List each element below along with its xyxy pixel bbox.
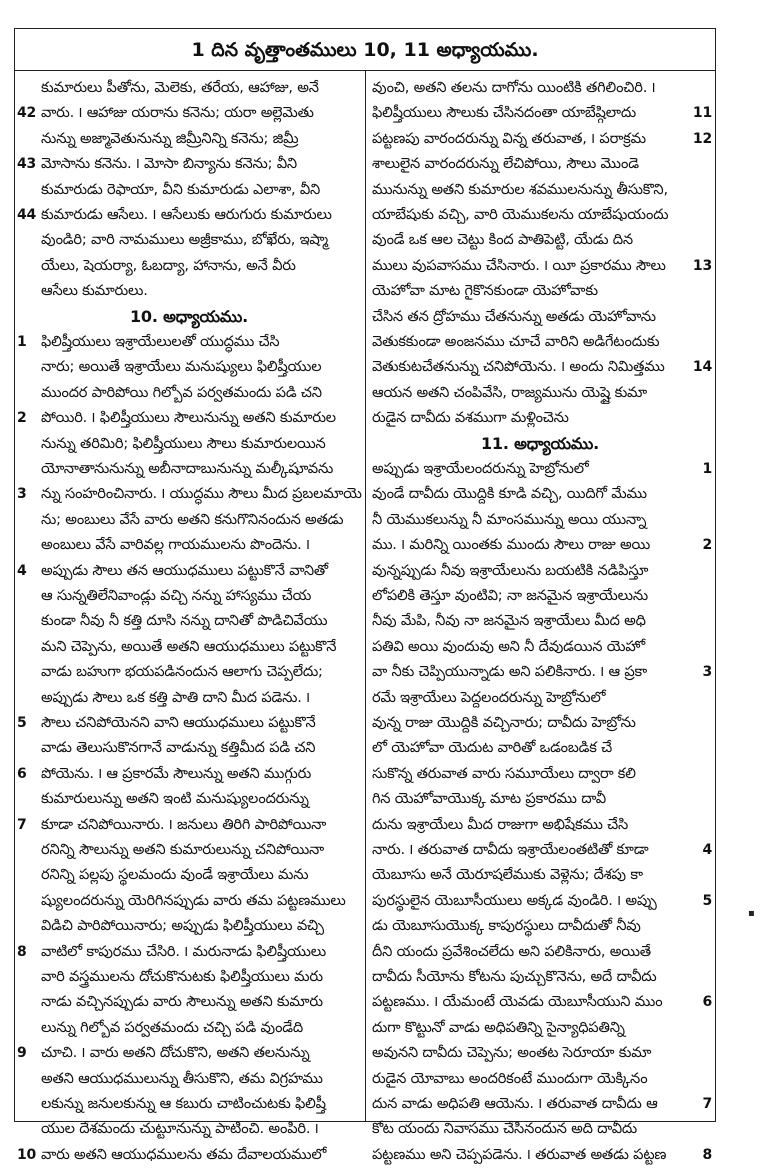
verse-text: అవునని దావీదు చెప్పెను; అంతట సెరూయా కుమా xyxy=(372,1044,652,1062)
verse-text: వాడు తెలుసుకొనగానే వాడున్ను కత్తిమీద పడి చని xyxy=(41,739,316,757)
left-column-line xyxy=(15,1040,363,1066)
verse-text: సౌలు చనిపోయెనని వాని ఆయుధములు పట్టుకొనే xyxy=(41,714,316,731)
verse-number: 3 xyxy=(17,486,27,503)
verse-text: నారు. ౹ తరువాత దావీదు ఇశ్రాయేలంతటితో కూడా xyxy=(372,841,649,858)
verse-text: ఆయన అతని చంపివేసి, రాజ్యమును యెష్షై కుమా xyxy=(372,383,647,401)
left-column-line xyxy=(15,177,363,203)
verse-text: పట్టణము అని చెప్పపడెను. ౹ తరువాత అతడు పట్టణ xyxy=(372,1145,667,1163)
verse-text: నీవు మేపి, నీవు నా జనమైన ఇశ్రాయేలు మీద అధి xyxy=(372,612,646,630)
verse-text: అంబులు వేసే వారివల్ల గాయములను పొందెను. ౹ xyxy=(41,536,310,554)
left-column-line xyxy=(15,304,363,330)
right-column-line xyxy=(366,100,714,126)
left-column-line xyxy=(15,913,363,939)
left-column-line xyxy=(15,100,363,126)
verse-number: 13 xyxy=(692,257,712,274)
verse-text: ముందర పారిపోయి గిల్బోవ పర్వతమందు పడి చని xyxy=(41,383,322,401)
right-column-line xyxy=(366,126,714,152)
verse-text: లున్ను గిల్బోవ పర్వతమందు చచ్చి పడి వుండేది xyxy=(41,1018,303,1036)
verse-text: పురస్థులైన యెబూసీయులు అక్కడ వుండిరి. ౹ అప్పు xyxy=(372,891,657,909)
verse-text: రుడైన దావీదు వశముగా మళ్లించెను xyxy=(372,409,569,427)
right-column-line xyxy=(366,431,714,457)
verse-number: 4 xyxy=(17,562,27,579)
left-column-line xyxy=(15,227,363,253)
verse-number: 8 xyxy=(17,943,27,960)
verse-text: వా నీకు చెప్పియున్నాడు అని పలికినారు. ౹ ఆ ప్రకా xyxy=(372,663,647,681)
right-column-line xyxy=(366,634,714,660)
verse-text: వాటిలో కాపురము చేసిరి. ౹ మరునాడు ఫిలిష్తీయులు xyxy=(41,942,326,960)
left-column-line xyxy=(15,1015,363,1041)
right-column-line xyxy=(366,151,714,177)
verse-text: రనిన్ని పల్లపు స్థలమందు వుండే ఇశ్రాయేలు మను xyxy=(41,866,309,884)
verse-number: 42 xyxy=(17,105,37,122)
left-column-line xyxy=(15,608,363,634)
right-column-line xyxy=(366,1091,714,1117)
verse-number: 12 xyxy=(692,130,712,147)
right-column-line xyxy=(366,1040,714,1066)
left-column-line xyxy=(15,507,363,533)
left-column-line xyxy=(15,761,363,787)
verse-text: ను; అంబులు వేసే వారు అతని కనుగొనినందున అతడు xyxy=(41,510,344,528)
verse-text: యెహోవా మాట గైకొనకుండా యెహోవాకు xyxy=(372,282,598,300)
verse-text: వుండిరి; వారి నామములు అజ్రీకాము, బోఖేరు, ఇష్మా xyxy=(41,231,328,249)
verse-text: న్ను సంహరించినారు. ౹ యుద్ధము సౌలు మీద ప్రబలమాయె xyxy=(41,485,362,503)
right-column-line xyxy=(366,710,714,736)
right-column-line xyxy=(366,913,714,939)
verse-text: వెతుకుటచేతనున్ను చనిపోయెను. ౹ అందు నిమిత్తము xyxy=(372,358,665,376)
right-column-line xyxy=(366,278,714,304)
verse-number: 44 xyxy=(17,207,37,223)
chapter-heading: 11. అధ్యాయము. xyxy=(480,433,599,453)
left-column-line xyxy=(15,380,363,406)
verse-number: 9 xyxy=(17,1045,27,1062)
left-column-line xyxy=(15,634,363,660)
verse-text: ఫిలిష్తీయులు సౌలుకు చేసినదంతా యాబేష్గిలాదు xyxy=(372,104,636,122)
left-column-line xyxy=(15,329,363,355)
right-column-line xyxy=(366,75,714,101)
left-column-line xyxy=(15,202,363,228)
left-column-line xyxy=(15,1091,363,1117)
chapter-heading: 10. అధ్యాయము. xyxy=(129,306,248,326)
verse-text: ము. ౹ మరిన్ని యింతకు ముందు సౌలు రాజు అయి xyxy=(372,536,651,554)
left-column-line xyxy=(15,888,363,914)
verse-text: రుడైన యోవాబు అందరికంటే ముందుగా యెక్కినం xyxy=(372,1069,648,1087)
verse-text: వాడు బహుగా భయపడినందున ఆలాగు చెప్పలేదు; xyxy=(41,663,323,681)
verse-text: నున్ను తరిమిరి; ఫిలిష్తీయులు సౌలు కుమారులయిన xyxy=(41,434,326,452)
verse-number: 6 xyxy=(17,765,27,782)
left-column-line xyxy=(15,862,363,888)
left-column-line xyxy=(15,735,363,761)
right-column-line xyxy=(366,380,714,406)
left-column-line xyxy=(15,583,363,609)
verse-text: నీ యెముకలున్ను నీ మాంసమున్ను అయి యున్నా xyxy=(372,510,647,528)
verse-text: అతని ఆయుధములున్ను తీసుకొని, తమ విగ్రహము xyxy=(41,1069,323,1087)
left-column-line xyxy=(15,685,363,711)
verse-text: ములు వుపవాసము చేసినారు. ౹ యీ ప్రకారము సౌలు xyxy=(372,256,666,274)
verse-text: యెబూసు అనే యెరూషలేముకు వెళ్లెను; దేశపు కా xyxy=(372,866,643,884)
verse-text: నాడు వచ్చినప్పుడు వారు సౌలున్ను అతని కుమారు xyxy=(41,993,323,1011)
right-column-line xyxy=(366,558,714,584)
left-column-line xyxy=(15,532,363,558)
verse-number: 43 xyxy=(17,156,37,173)
left-column xyxy=(15,71,365,1163)
left-column-line xyxy=(15,126,363,152)
right-column-line xyxy=(366,202,714,228)
verse-text: మునున్ను అతని కుమారుల శవములనున్ను తీసుకొని, xyxy=(372,180,668,198)
verse-number: 1 xyxy=(702,461,712,477)
verse-text: దున వాడు అధిపతి ఆయెను. ౹ తరువాత దావీదు ఆ xyxy=(372,1095,658,1112)
right-column-line xyxy=(366,786,714,812)
verse-text: లకున్ను జనులకున్ను ఆ కబురు చాటించుటకు ఫిలిష్తీ xyxy=(41,1095,326,1112)
verse-number: 11 xyxy=(692,105,712,122)
verse-text: వుంచి, అతని తలను దాగోను యింటికి తగిలించిరి. ౹ xyxy=(372,79,656,96)
right-column-line xyxy=(366,405,714,431)
verse-number: 5 xyxy=(17,715,27,731)
verse-text: చేసిన తన ద్రోహము చేతనున్ను అతడు యెహోవాను xyxy=(372,307,656,325)
left-column-line xyxy=(15,278,363,304)
verse-text: యేలు, షెయర్యా, ఓబద్యా, హానాను, అనే వీరు xyxy=(41,256,296,274)
verse-text: వారు అతని ఆయుధములను తమ దేవాలయములో xyxy=(41,1145,327,1163)
verse-number: 14 xyxy=(692,359,712,376)
verse-text: ఆ సున్నతిలేనివాండ్లు వచ్చి నన్ను హాస్యము చేయ xyxy=(41,587,312,604)
verse-text: దీని యందు ప్రవేశించలేదు అని పలికినారు, అయితే xyxy=(372,942,651,960)
verse-number: 4 xyxy=(702,842,712,858)
right-column-line xyxy=(366,456,714,482)
right-column-line xyxy=(366,253,714,279)
left-column-line xyxy=(15,989,363,1015)
right-column-line xyxy=(366,507,714,533)
verse-text: యుల దేశమందు చుట్టూనున్ను పాటించి. అంపిరి. ౹ xyxy=(41,1120,319,1138)
left-column-line xyxy=(15,75,363,101)
page-title: 1 దిన వృత్తాంతములు 10, 11 అధ్యాయము. xyxy=(15,29,715,71)
verse-text: వున్న రాజు యొద్దికి వచ్చినారు; దావీదు హెబ్రోను xyxy=(372,714,636,731)
verse-text: పట్టణము. ౹ యేమంటే యెవడు యెబూసీయుని ముం xyxy=(372,993,663,1011)
right-column-line xyxy=(366,837,714,863)
verse-text: ఆసేలు కుమారులు. xyxy=(41,282,148,300)
left-column-line xyxy=(15,1116,363,1142)
right-column-line xyxy=(366,329,714,355)
verse-number: 2 xyxy=(17,410,27,427)
verse-text: కోట యందు నివాసము చేసినందున అది దావీదు xyxy=(372,1120,638,1138)
verse-number: 8 xyxy=(702,1146,712,1163)
verse-text: రమే ఇశ్రాయేలు పెద్దలందరున్ను హెబ్రోనులో xyxy=(372,688,606,706)
verse-text: శాలులైన వారందరున్ను లేచిపోయి, సౌలు మొండె xyxy=(372,155,639,173)
right-column-line xyxy=(366,862,714,888)
verse-text: నారు; అయితే ఇశ్రాయేలు మనుష్యులు ఫిలిష్తీయుల xyxy=(41,358,322,376)
verse-number: 3 xyxy=(702,664,712,681)
verse-text: లో యెహోవా యెదుట వారితో ఒడంబడిక చే xyxy=(372,739,612,757)
verse-number: 5 xyxy=(702,892,712,909)
verse-text: కుండా నీవు నీ కత్తి దూసి నన్ను దానితో పొడిచివేయు xyxy=(41,612,328,630)
left-column-line xyxy=(15,964,363,990)
verse-text: కూడా చనిపోయినారు. ౹ జనులు తిరిగి పారిపోయినా xyxy=(41,815,327,833)
verse-text: అప్పుడు సౌలు ఒక కత్తి పాతి దాని మీద పడెను. ౹ xyxy=(41,688,310,706)
right-column-line xyxy=(366,177,714,203)
right-column xyxy=(366,71,716,1163)
verse-text: పతివి అయి వుందువు అని నీ దేవుడయిన యెహో xyxy=(372,637,645,655)
left-column-line xyxy=(15,354,363,380)
left-column-line xyxy=(15,456,363,482)
right-column-line xyxy=(366,583,714,609)
verse-text: దుగా కొట్టునో వాడు అధిపతిన్ని సైన్యాధిపతిన్ని xyxy=(372,1018,625,1036)
verse-text: అప్పుడు ఇశ్రాయేలందరున్ను హెబ్రోనులో xyxy=(372,460,589,477)
verse-text: గిన యెహోవాయొక్క మాట ప్రకారము దావీ xyxy=(372,790,606,808)
right-column-line xyxy=(366,1066,714,1092)
verse-text: దావీదు సీయోను కోటను పుచ్చుకొనెను, అదే దావీదు xyxy=(372,968,657,985)
verse-text: కుమారుడు ఆసేలు. ౹ ఆసేలుకు ఆరుగురు కుమారులు xyxy=(41,206,332,223)
verse-text: పోయిరి. ౹ ఫిలిష్తీయులు సౌలునున్ను అతని కుమారుల xyxy=(41,409,336,427)
verse-text: నున్ను అజ్మావెతునున్ను జిమ్రీనిన్ని కనెను; జిమ్రీ xyxy=(41,129,299,147)
left-column-line xyxy=(15,253,363,279)
verse-text: పోయెను. ౹ ఆ ప్రకారమే సౌలున్ను అతని ముగ్గురు xyxy=(41,764,312,782)
left-column-line xyxy=(15,151,363,177)
left-column-line xyxy=(15,558,363,584)
left-column-line xyxy=(15,837,363,863)
right-column-line xyxy=(366,1015,714,1041)
verse-text: వారి వస్త్రములను దోచుకొనుటకు ఫిలిష్తీయులు మరు xyxy=(41,968,323,985)
verse-number: 6 xyxy=(702,994,712,1011)
right-column-line xyxy=(366,939,714,965)
verse-text: కుమారుడు రెఫాయా, వీని కుమారుడు ఎలాశా, వీని xyxy=(41,180,321,198)
left-column-line xyxy=(15,659,363,685)
verse-number: 1 xyxy=(17,334,27,350)
verse-text: కుమారులున్ను అతని ఇంటి మనుష్యులందరున్ను xyxy=(41,790,309,808)
right-column-line xyxy=(366,761,714,787)
verse-text: యాబేషుకు వచ్చి, వారి యెముకలను యాబేషుయందు xyxy=(372,206,669,223)
verse-number: 7 xyxy=(17,816,27,833)
right-column-line xyxy=(366,532,714,558)
verse-text: కుమారులు పీతోను, మెలెకు, తరేయ, ఆహాజు, అనే xyxy=(41,79,319,96)
verse-text: వెతుకకుండా అంజనము చూచే వారిని అడిగేటందుకు xyxy=(372,333,660,350)
bible-page xyxy=(14,28,716,1163)
verse-text: అప్పుడు సౌలు తన ఆయుధములు పట్టుకొనే వానితో xyxy=(41,561,328,579)
right-column-line xyxy=(366,227,714,253)
verse-text: ష్యులందరున్ను యెరిగినప్పుడు వారు తమ పట్టణములు xyxy=(41,891,346,909)
right-column-line xyxy=(366,1142,714,1168)
verse-text: విడిచి పారిపోయినారు; అప్పుడు ఫిలిష్తీయులు వచ్చి xyxy=(41,917,324,935)
left-column-line xyxy=(15,405,363,431)
verse-text: దును ఇశ్రాయేలు మీద రాజుగా అభిషేకము చేసి xyxy=(372,815,629,833)
verse-text: యోనాతానునున్ను అబీనాదాబునున్ను మల్కీషూవను xyxy=(41,460,334,477)
verse-number: 2 xyxy=(702,537,712,554)
right-column-line xyxy=(366,888,714,914)
verse-text: వుండే ఒక ఆల చెట్టు కింద పాతిపెట్టి, యేడు దిన xyxy=(372,231,633,249)
left-column-line xyxy=(15,431,363,457)
verse-number: 10 xyxy=(17,1146,37,1163)
text-columns xyxy=(15,71,715,1163)
left-column-line xyxy=(15,1142,363,1168)
right-column-line xyxy=(366,608,714,634)
verse-text: చూచి. ౹ వారు అతని దోచుకొని, అతని తలనున్ను xyxy=(41,1044,310,1062)
left-column-line xyxy=(15,1066,363,1092)
left-column-line xyxy=(15,812,363,838)
verse-text: మని చెప్పెను, అయితే అతని ఆయుధములు పట్టుకొనే xyxy=(41,637,337,655)
right-column-line xyxy=(366,812,714,838)
verse-text: పట్టణపు వారందరున్ను విన్న తరువాత, ౹ పరాక్రమ xyxy=(372,129,646,147)
right-column-line xyxy=(366,481,714,507)
right-column-line xyxy=(366,304,714,330)
verse-text: వుండే దావీదు యొద్దికి కూడి వచ్చి, యిదిగో మేము xyxy=(372,485,647,503)
left-column-line xyxy=(15,481,363,507)
verse-number: 7 xyxy=(702,1096,712,1112)
verse-text: రనిన్ని సౌలున్ను అతని కుమారులున్ను చనిపోయినా xyxy=(41,841,325,858)
verse-text: ఫిలిష్తీయులు ఇశ్రాయేలులతో యుద్ధము చేసి xyxy=(41,333,280,350)
right-column-line xyxy=(366,964,714,990)
right-column-line xyxy=(366,659,714,685)
left-column-line xyxy=(15,939,363,965)
verse-text: వారు. ౹ ఆహాజు యరాను కనెను; యరా అల్లెమెతు xyxy=(41,104,314,122)
right-column-line xyxy=(366,989,714,1015)
verse-text: లోపలికి తెస్తూ వుంటివి; నా జనమైన ఇశ్రాయేలును xyxy=(372,587,648,604)
right-column-line xyxy=(366,735,714,761)
right-column-line xyxy=(366,1116,714,1142)
verse-text: మోసాను కనెను. ౹ మోసా బిన్యాను కనెను; వీని xyxy=(41,155,297,173)
left-column-line xyxy=(15,710,363,736)
right-column-line xyxy=(366,354,714,380)
verse-text: వున్నప్పుడు నీవు ఇశ్రాయేలును బయటికి నడిపిస్తూ xyxy=(372,561,649,579)
verse-text: సుకొన్న తరువాత వారు సమూయేలు ద్వారా కలి xyxy=(372,764,636,782)
right-column-line xyxy=(366,685,714,711)
left-column-line xyxy=(15,786,363,812)
margin-mark: ▪ xyxy=(748,908,755,919)
verse-text: డు యెబూసుయొక్క కాపురస్థులు దావీదుతో నీవు xyxy=(372,917,641,935)
